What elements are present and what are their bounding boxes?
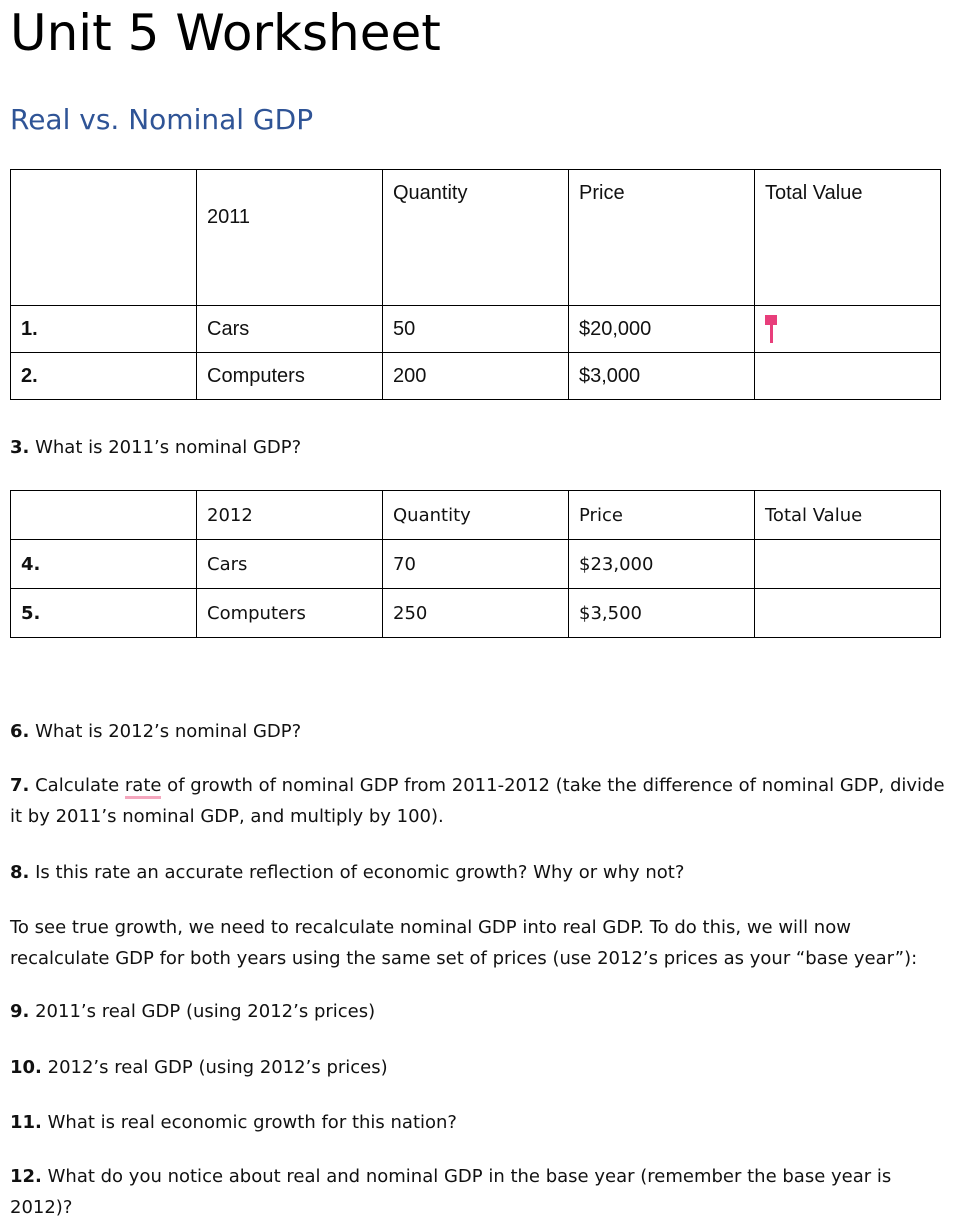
question-number: 7. <box>10 775 30 796</box>
price-cell: $20,000 <box>569 306 755 353</box>
question-number: 9. <box>10 1001 30 1022</box>
header-cell-quantity: Quantity <box>383 491 569 540</box>
question-number: 6. <box>10 721 30 742</box>
table-row <box>11 353 941 400</box>
question-9 <box>10 996 950 1027</box>
question-text-post: of growth of nominal GDP from 2011-2012 (take the difference of nominal GDP, divide it by 2011’s nominal GDP, and multiply by 100). <box>10 775 945 827</box>
total-value-cell[interactable] <box>755 353 941 400</box>
question-number: 12. <box>10 1166 42 1187</box>
item-cell: Cars <box>197 540 383 589</box>
total-value-cell[interactable] <box>755 540 941 589</box>
table-row <box>11 306 941 353</box>
quantity-cell: 200 <box>383 353 569 400</box>
question-text: What is 2012’s nominal GDP? <box>29 721 302 742</box>
section-heading: Real vs. Nominal GDP <box>10 103 314 136</box>
table-2011 <box>10 169 941 400</box>
question-8 <box>10 857 950 888</box>
header-cell-price: Price <box>569 491 755 540</box>
question-text: 2011’s real GDP (using 2012’s prices) <box>29 1001 376 1022</box>
table-header-row <box>11 170 941 306</box>
question-10 <box>10 1052 950 1083</box>
header-cell-quantity: Quantity <box>383 170 569 306</box>
table-row <box>11 540 941 589</box>
price-cell: $23,000 <box>569 540 755 589</box>
question-number: 11. <box>10 1112 42 1133</box>
header-cell-blank <box>11 491 197 540</box>
text-cursor-icon <box>765 315 777 343</box>
header-cell-blank <box>11 170 197 306</box>
quantity-cell: 70 <box>383 540 569 589</box>
question-text: What is real economic growth for this nation? <box>41 1112 457 1133</box>
row-number: 1. <box>11 306 197 353</box>
question-number: 10. <box>10 1057 42 1078</box>
question-number: 3. <box>10 437 30 458</box>
total-value-cell[interactable] <box>755 589 941 638</box>
header-cell-total-value: Total Value <box>755 170 941 306</box>
question-12 <box>10 1161 950 1223</box>
item-cell: Computers <box>197 589 383 638</box>
question-text-pre: Calculate <box>29 775 125 796</box>
table-row <box>11 589 941 638</box>
question-text: 2012’s real GDP (using 2012’s prices) <box>41 1057 388 1078</box>
question-7 <box>10 770 950 832</box>
header-cell-total-value: Total Value <box>755 491 941 540</box>
item-cell: Cars <box>197 306 383 353</box>
price-cell: $3,000 <box>569 353 755 400</box>
question-text: Is this rate an accurate reflection of economic growth? Why or why not? <box>29 862 685 883</box>
quantity-cell: 50 <box>383 306 569 353</box>
row-number: 5. <box>11 589 197 638</box>
table-header-row <box>11 491 941 540</box>
row-number: 4. <box>11 540 197 589</box>
question-text: What do you notice about real and nominal GDP in the base year (remember the base year is 2012)? <box>10 1166 892 1218</box>
question-6 <box>10 716 950 747</box>
worksheet-title: Unit 5 Worksheet <box>10 4 441 62</box>
question-3 <box>10 432 950 463</box>
total-value-cell[interactable] <box>755 306 941 353</box>
intro-paragraph: To see true growth, we need to recalculate nominal GDP into real GDP. To do this, we will now recalculate GDP for both years using the same set of prices (use 2012’s prices as your “base year”): <box>10 917 918 969</box>
row-number: 2. <box>11 353 197 400</box>
question-11 <box>10 1107 950 1138</box>
header-cell-price: Price <box>569 170 755 306</box>
quantity-cell: 250 <box>383 589 569 638</box>
question-number: 8. <box>10 862 30 883</box>
header-cell-year: 2011 <box>197 170 383 306</box>
price-cell: $3,500 <box>569 589 755 638</box>
question-text: What is 2011’s nominal GDP? <box>29 437 302 458</box>
header-cell-year: 2012 <box>197 491 383 540</box>
item-cell: Computers <box>197 353 383 400</box>
table-2012 <box>10 490 941 638</box>
spellcheck-word[interactable]: rate <box>125 775 162 799</box>
